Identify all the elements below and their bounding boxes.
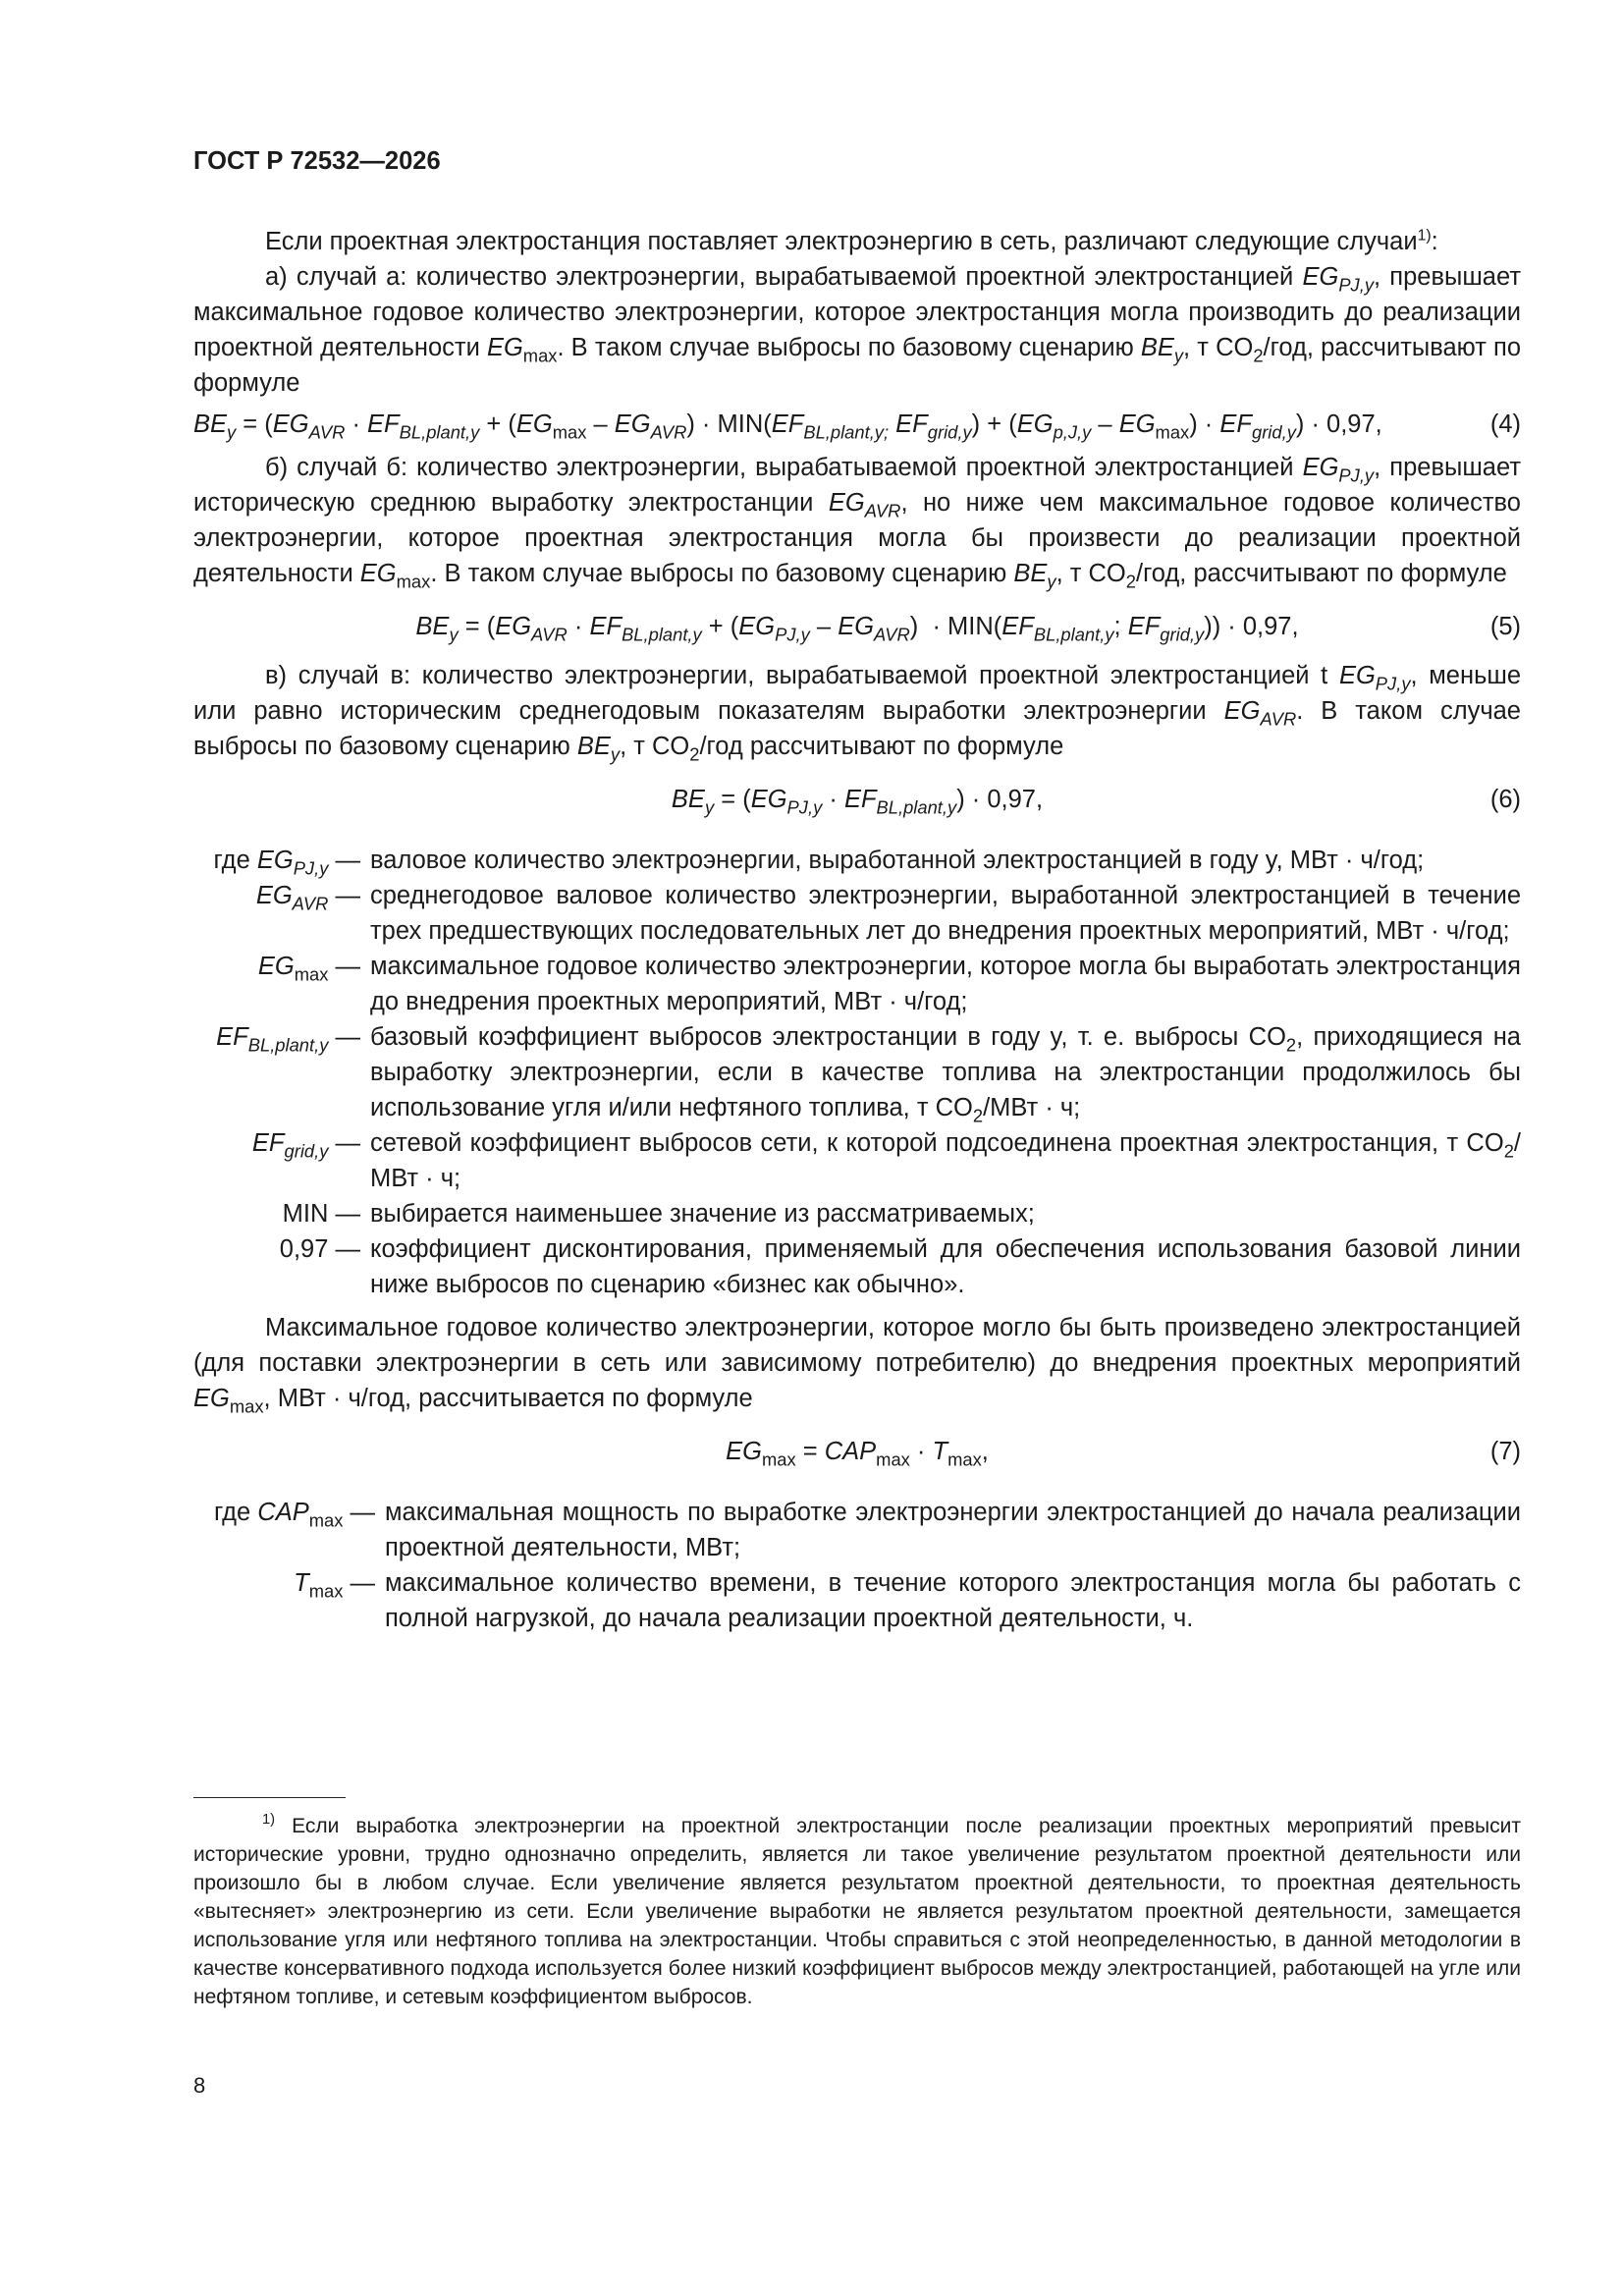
where-term: $EF_{grid,y}$ — [251, 1129, 360, 1162]
where-term: $T_{max}$ — [294, 1569, 375, 1602]
formula-6 [193, 782, 1521, 817]
formula-4-expression: $BE_y = (EG_{AVR} \cdot EF_{BL,plant,y} + (EG_{max} - EG_{AVR}) \cdot MIN(EF_{BL,plant,y;}$ $EF_{grid,y}) + (EG_{p,J,y} - EG_{max}) \cdot EF_{grid,y}) \cdot 0,97$, [193, 410, 1382, 443]
formula-5-number: (5) [1489, 613, 1521, 640]
where-desc: максимальное годовое количество электроэнергии, которое могла бы выработать электростанция до внедрения проектных мероприятий, МВт · ч/год; [370, 953, 1521, 1015]
formula-7-number: (7) [1489, 1438, 1521, 1465]
where-term: 0,97 — [279, 1235, 360, 1263]
formula-7-expression: $EG_{max} = CAP_{max} \cdot T_{max}$, [726, 1438, 989, 1470]
footnote [193, 1812, 1521, 2011]
case-b-paragraph: б) случай б: количество электроэнергии, вырабатываемой проектной электростанцией $EG_{PJ,y}$, превышает историческую среднюю выработку электростанции $EG_{AVR}$, но ниже чем максимальное годовое количество электроэнергии, которое проектная электростанция могла бы произвести до реализации проектной деятельности $EG_{max}$. В таком случае выбросы по базовому сценарию $BE_y$, т $CO_2$/год, рассчитывают по формуле [193, 454, 1521, 592]
case-c-paragraph: в) случай в: количество электроэнергии, вырабатываемой проектной электростанцией t $EG_{PJ,y}$, меньше или равно историческим среднегодовым показателям выработки электроэнергии $EG_{AVR}$. В таком случае выбросы по базовому сценарию $BE_y$, т $CO_2$/год рассчитывают по формуле [193, 662, 1521, 765]
where-desc: сетевой коэффициент выбросов сети, к которой подсоединена проектная электростанция, т $CO_2$/МВт · ч; [370, 1129, 1521, 1192]
formula-5-expression: $BE_y = (EG_{AVR} \cdot EF_{BL,plant,y} + (EG_{PJ,y} - EG_{AVR}) \cdot MIN(EF_{BL,plant,y}$; $EF_{grid,y})) \cdot 0,97$, [415, 613, 1299, 645]
where-term: MIN — [282, 1200, 360, 1228]
footnote-ref[interactable]: 1) [1417, 227, 1432, 245]
where-desc: выбирается наименьшее значение из рассматриваемых; [370, 1200, 1035, 1228]
where-desc: коэффициент дисконтирования, применяемый для обеспечения использования базовой линии ниже выбросов по сценарию «бизнес как обычно». [370, 1235, 1521, 1298]
where-term: $EG_{max}$ — [257, 953, 360, 985]
where-desc: максимальная мощность по выработке электроэнергии электростанцией до начала реализации проектной деятельности, МВт; [385, 1499, 1521, 1561]
intro-paragraph: Если проектная электростанция поставляет электроэнергию в сеть, различают следующие случаи$^{1)}$: [265, 227, 1438, 255]
where-term: где $EG_{PJ,y}$ — [213, 847, 360, 879]
formula-4-number: (4) [1489, 410, 1521, 438]
where-desc: среднегодовое валовое количество электроэнергии, выработанной электростанцией в течение трех предшествующих последовательных лет до внедрения проектных мероприятий, МВт · ч/год; [370, 882, 1521, 945]
where-desc: базовый коэффициент выбросов электростанции в году y, т. е. выбросы $CO_2$, приходящиеся на выработку электроэнергии, если в качестве топлива на электростанции продолжилось бы использование угля и/или нефтяного топлива, т $CO_2$/МВт · ч; [370, 1023, 1521, 1126]
footnote-text: Если выработка электроэнергии на проектной электростанции после реализации проектных мероприятий превысит исторические уровни, трудно однозначно определить, является ли такое увеличение результатом проектной деятельности или произошло бы в любом случае. Если увеличение является результатом проектной деятельности, то проектная деятельность «вытесняет» электроэнергию из сети. Если увеличение выработки не является результатом проектной деятельности, замещается использование угля или нефтяного топлива на электростанции. Чтобы справиться с этой неопределенностью, в данной методологии в качестве консервативного подхода используется более низкий коэффициент выбросов между электростанцией, работающей на угле или нефтяном топливе, и сетевым коэффициентом выбросов. [193, 1815, 1521, 2008]
where-list-2 [193, 1495, 1521, 1636]
where-term: где $CAP_{max}$ — [213, 1499, 375, 1531]
formula-5 [193, 609, 1521, 644]
formula-6-expression: $BE_y = (EG_{PJ,y} \cdot EF_{BL,plant,y}) \cdot 0,97$, [671, 786, 1044, 818]
standard-header: ГОСТ Р 72532—2026 [193, 147, 441, 175]
footnote-mark: 1) [262, 1812, 276, 1829]
where-desc: валовое количество электроэнергии, выработанной электростанцией в году y, МВт · ч/год; [370, 847, 1425, 874]
where-term: $EF_{BL,plant,y}$ — [216, 1023, 360, 1056]
max-energy-paragraph: Максимальное годовое количество электроэнергии, которое могло бы быть произведено электростанцией (для поставки электроэнергии в сеть или зависимому потребителю) до внедрения проектных мероприятий $EG_{max}$, МВт · ч/год, рассчитывается по формуле [193, 1314, 1521, 1417]
where-list-1 [193, 843, 1521, 1302]
formula-4 [193, 407, 1521, 442]
document-body [193, 224, 1521, 1644]
case-a-paragraph: а) случай а: количество электроэнергии, вырабатываемой проектной электростанцией $EG_{PJ,y}$, превышает максимальное годовое количество электроэнергии, которое электростанция могла производить до реализации проектной деятельности $EG_{max}$. В таком случае выбросы по базовому сценарию $BE_y$, т $CO_2$/год, рассчитывают по формуле [193, 263, 1522, 397]
page-number: 8 [193, 2073, 206, 2098]
formula-7 [193, 1434, 1521, 1469]
where-term: $EG_{AVR}$ — [255, 882, 360, 914]
footnote-divider [193, 1797, 346, 1798]
where-desc: максимальное количество времени, в течение которого электростанция могла бы работать с полной нагрузкой, до начала реализации проектной деятельности, ч. [385, 1569, 1521, 1632]
formula-6-number: (6) [1489, 786, 1521, 813]
